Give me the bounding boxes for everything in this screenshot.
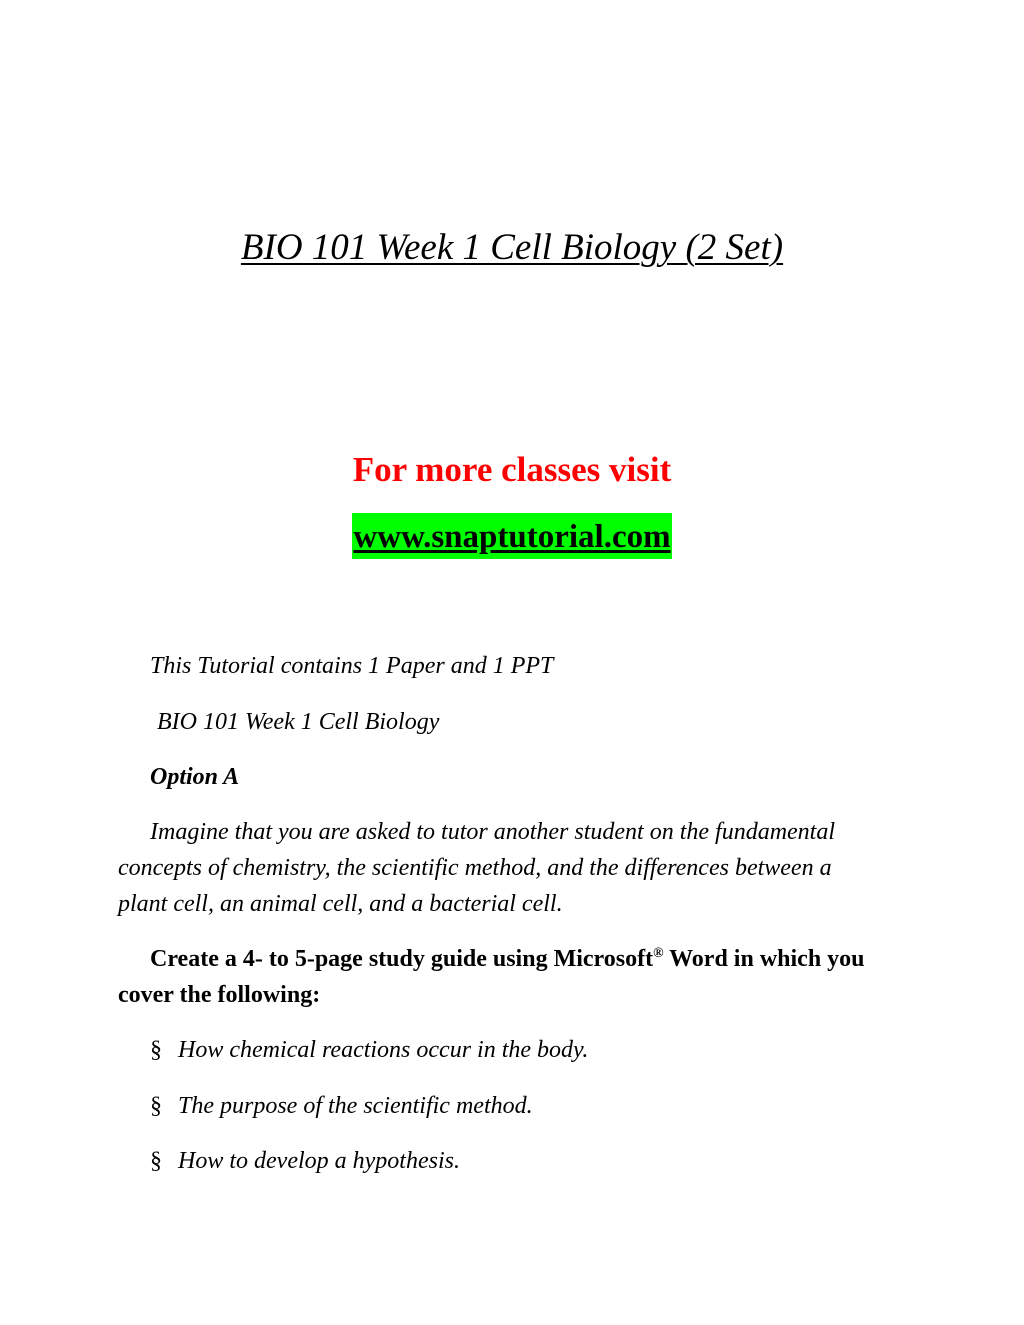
section-mark-icon: § [150, 1037, 162, 1063]
bullet-text: The purpose of the scientific method. [178, 1093, 533, 1119]
section-mark-icon: § [150, 1148, 162, 1174]
registered-mark: ® [653, 946, 664, 961]
option-label: Option A [150, 764, 240, 790]
scenario-paragraph: Imagine that you are asked to tutor another student on the fundamental concepts of chemistry, the scientific method, and the differences between a plant cell, an animal cell, and a bacterial cell. [118, 819, 836, 917]
instruction-text-before: Create a 4- to 5-page study guide using Microsoft [150, 946, 654, 972]
website-link[interactable]: www.snaptutorial.com [352, 513, 671, 559]
bullet-text: How to develop a hypothesis. [178, 1148, 460, 1174]
bullet-item-1 [150, 1032, 588, 1068]
course-line: BIO 101 Week 1 Cell Biology [157, 709, 440, 735]
tutorial-contents-line: This Tutorial contains 1 Paper and 1 PPT [150, 653, 554, 679]
instruction-paragraph [118, 941, 918, 1013]
bullet-item-3 [150, 1143, 460, 1179]
bullet-item-2 [150, 1088, 533, 1124]
section-mark-icon: § [150, 1093, 162, 1119]
instruction-text-after: Word in which you cover the following: [118, 946, 865, 1008]
document-title: BIO 101 Week 1 Cell Biology (2 Set) [240, 227, 784, 268]
bullet-text: How chemical reactions occur in the body. [178, 1037, 589, 1063]
website-link-container [0, 513, 1024, 559]
promo-heading: For more classes visit [352, 450, 672, 489]
